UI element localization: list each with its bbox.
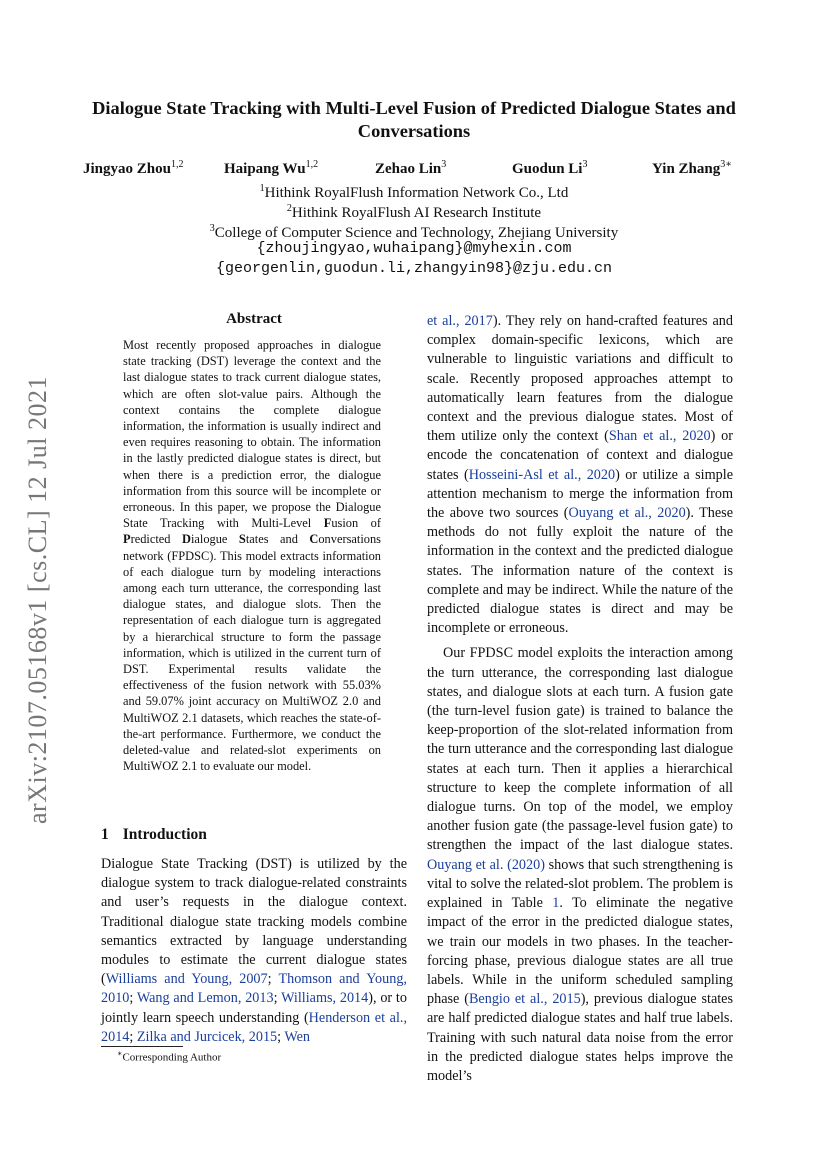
- abstract-body: Most recently proposed approaches in dialogue state tracking (DST) leverage the context and the last dialogue states to track current dialogue states, which are often slot-value pairs. Although the context contains the complete dialogue information, the information is usually indirect and even requires reasoning to obtain. The information in the lastly predicted dialogue states is direct, but when there is a prediction error, the dialogue information from this source will be incomplete or erroneous. In this paper, we propose the Dialogue State Tracking with Multi-Level Fusion of Predicted Dialogue States and Conversations network (FPDSC). This model extracts information of each dialogue turn by modeling interactions among each turn utterance, the corresponding last dialogue states, and dialogue slots. Then the representation of each dialogue turn is aggregated by a hierarchical structure to form the passage information, which is utilized in the current turn of DST. Experimental results validate the effectiveness of the fusion network with 55.03% and 59.07% joint accuracy on MultiWOZ 2.0 and MultiWOZ 2.1 datasets, which reaches the state-of-the-art performance. Furthermore, we conduct the deleted-value and related-slot experiments on MultiWOZ 2.1 to evaluate our model.: [123, 338, 381, 774]
- author: Zehao Lin$^3$: [375, 159, 447, 177]
- footnote: ∗Corresponding Author: [117, 1049, 222, 1064]
- footnote-rule: [101, 1046, 183, 1047]
- citation-link[interactable]: Henderson et al., 2014: [101, 1009, 407, 1045]
- paragraph: et al., 2017). They rely on hand-crafted features and complex domain-specific lexicons, which are vulnerable to linguistic variations and difficult to scale. Recently proposed approaches attempt to automatically learn features from the dialogue context and the previous dialogue states. Most of them utilize only the context (Shan et al., 2020) or encode the concatenation of context and dialogue states (Hosseini-Asl et al., 2020) or utilize a simple attention mechanism to merge the information from the above two sources (Ouyang et al., 2020). These methods do not fully exploit the nature of the information in the context and the predicted dialogue states. The information nature of the context is complete and may be indirect. While the nature of the predicted dialogue states is direct and may be incomplete or erroneous.: [427, 313, 733, 637]
- citation-link[interactable]: Bengio et al., 2015: [468, 991, 581, 1008]
- citation-link[interactable]: Hosseini-Asl et al., 2020: [468, 466, 616, 483]
- citation-link[interactable]: Thomson and Young, 2010: [101, 971, 407, 1007]
- citation-link[interactable]: Williams, 2014: [281, 990, 369, 1007]
- citation-link[interactable]: Zilka and Jurcicek, 2015: [136, 1028, 278, 1045]
- citation-link[interactable]: Wang and Lemon, 2013: [136, 990, 274, 1007]
- section-heading-introduction: 1 Introduction: [101, 826, 207, 843]
- author: Guodun Li$^3$: [512, 159, 588, 177]
- citation-link[interactable]: Shan et al., 2020: [608, 428, 711, 445]
- email-line: {zhoujingyao,wuhaipang}@myhexin.com: [256, 240, 572, 257]
- author: Haipang Wu$^{1,2}$: [224, 159, 319, 177]
- affiliation: $^2$Hithink RoyalFlush AI Research Institute: [286, 203, 542, 221]
- author-list: [0, 159, 828, 181]
- citation-link[interactable]: Wen: [284, 1028, 311, 1045]
- abstract-heading: Abstract: [226, 311, 282, 327]
- email-line: {georgenlin,guodun.li,zhangyin98}@zju.edu.cn: [215, 260, 613, 277]
- citation-link[interactable]: Ouyang et al. (2020): [427, 856, 545, 873]
- citation-link[interactable]: et al., 2017: [427, 313, 493, 329]
- citation-link[interactable]: Ouyang et al., 2020: [568, 505, 686, 522]
- table-reference-link[interactable]: 1: [552, 895, 560, 912]
- paragraph: Our FPDSC model exploits the interaction among the turn utterance, the corresponding last dialogue states, and dialogue slots at each turn. A fusion gate (the turn-level fusion gate) is trained to balance the keep-proportion of the slot-related information from the turn utterance and the corresponding last dialogue states at each turn. Then it applies a hierarchical structure to keep the complete information of all dialogue turns. On top of the model, we employ another fusion gate (the passage-level fusion gate) to strengthen the impact of the last dialogue states. Ouyang et al. (2020) shows that such strengthening is vital to solve the related-slot problem. The problem is explained in Table 1. To eliminate the negative impact of the error in the predicted dialogue states, we train our models in two phases. In the teacher-forcing phase, previous dialogue states are all true labels. While in the uniform scheduled sampling phase (Bengio et al., 2015), previous dialogue states are half predicted dialogue states and half true labels. Training with such natural data noise from the error in the predicted dialogue states helps improve the model’s: [427, 645, 733, 1084]
- citation-link[interactable]: Williams and Young, 2007: [105, 971, 268, 988]
- arxiv-id: arXiv:2107.05168v1 [cs.CL] 12 Jul 2021: [23, 376, 52, 824]
- paper-title: Dialogue State Tracking with Multi-Level Fusion of Predicted Dialogue States and Conversations: [92, 98, 736, 141]
- author: Jingyao Zhou$^{1,2}$: [83, 159, 184, 177]
- arxiv-sidebar-stamp: [14, 320, 62, 880]
- affiliation: $^3$College of Computer Science and Technology, Zhejiang University: [209, 223, 619, 241]
- intro-paragraph: Dialogue State Tracking (DST) is utilized by the dialogue system to track dialogue-related constraints and user’s requests in the dialogue context. Traditional dialogue state tracking models combine semantics extracted by language understanding modules to estimate the current dialogue states (Williams and Young, 2007; Thomson and Young, 2010; Wang and Lemon, 2013; Williams, 2014), or to jointly learn speech understanding (Henderson et al., 2014; Zilka and Jurcicek, 2015; Wen: [101, 856, 407, 1045]
- affiliation: $^1$Hithink RoyalFlush Information Network Co., Ltd: [259, 183, 569, 201]
- author: Yin Zhang$^{3∗}$: [652, 159, 733, 177]
- right-column: [427, 312, 733, 1086]
